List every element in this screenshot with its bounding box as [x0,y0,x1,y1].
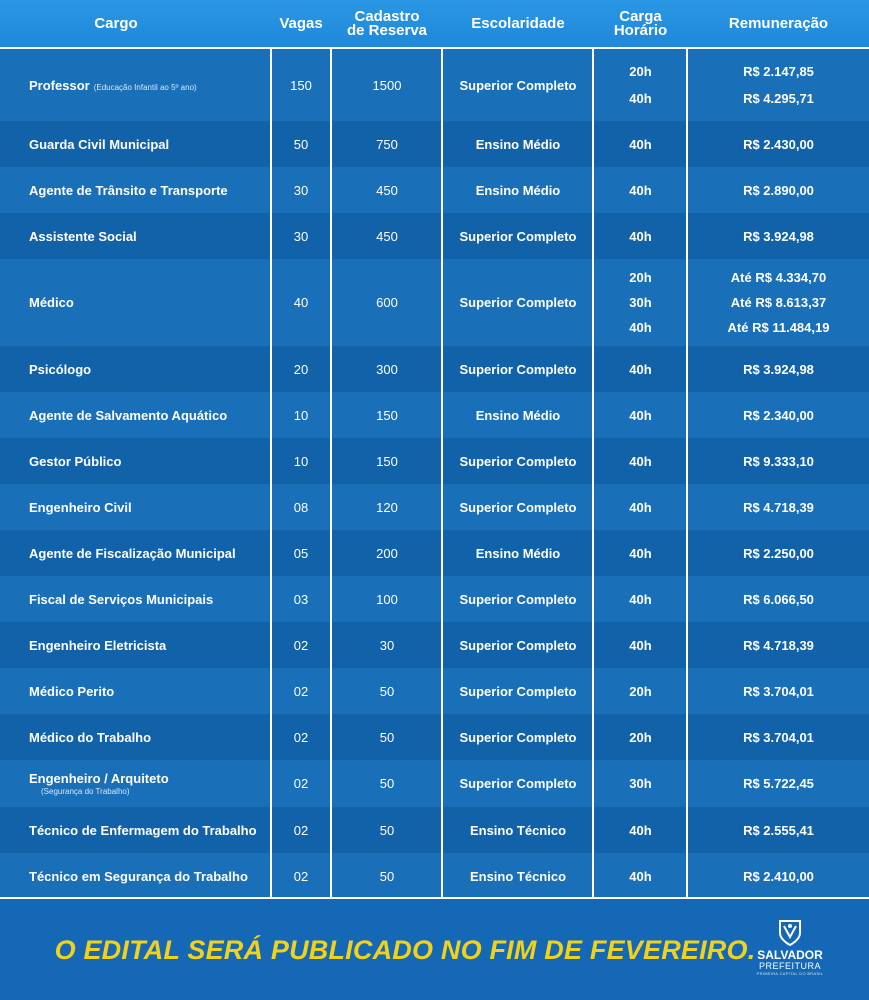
cargo-name: Professor [29,77,90,93]
cargo-line [29,408,227,423]
remuneracao-cell [688,167,869,213]
escolaridade-cell: Ensino Técnico [469,822,567,838]
cargo-line [29,730,151,745]
table-row [0,530,869,576]
remuneracao-cell [688,760,869,807]
cadastro-cell: 1500 [372,77,402,93]
remuneracao-value: Até R$ 11.484,19 [727,320,830,335]
remuneracao-value: R$ 4.295,71 [743,91,814,106]
remuneracao-value: R$ 3.704,01 [743,729,814,745]
remuneracao-value: Até R$ 8.613,37 [730,295,827,310]
vagas-cell: 02 [293,729,309,745]
cargo-line [29,771,169,786]
logo-line1: SALVADOR [757,948,823,962]
escolaridade-cell: Superior Completo [459,591,577,607]
carga-value: 20h [629,729,652,745]
escolaridade-cell: Ensino Médio [475,136,561,152]
remuneracao-cell [688,576,869,622]
table-row [0,167,869,213]
escolaridade-cell: Superior Completo [459,228,577,244]
table-row [0,760,869,807]
carga-cell [594,576,687,622]
table-row [0,622,869,668]
table-row [0,121,869,167]
cargo-subnote: (Segurança do Trabalho) [41,787,130,796]
cargo-cell [29,121,271,167]
cargo-cell [29,49,271,121]
remuneracao-cell [688,530,869,576]
vagas-cell: 02 [293,637,309,653]
vagas-cell: 30 [293,182,309,198]
city-crest-icon [775,917,805,947]
table-row [0,807,869,853]
carga-value: 40h [629,182,652,198]
remuneracao-value: R$ 6.066,50 [743,591,814,607]
table-row [0,714,869,760]
remuneracao-value: R$ 2.410,00 [743,868,814,884]
remuneracao-value: R$ 2.555,41 [743,822,814,838]
logo-line2: PREFEITURA [758,961,821,971]
cargo-cell [29,853,271,899]
escolaridade-cell: Ensino Médio [475,182,561,198]
carga-cell [594,622,687,668]
table-header [0,0,869,49]
table-row [0,392,869,438]
carga-value: 20h [629,270,652,285]
carga-value: 40h [629,407,652,423]
cargo-name: Engenheiro / Arquiteto [29,771,169,786]
carga-value: 40h [629,320,652,335]
carga-value: 40h [629,361,652,377]
carga-value: 40h [629,136,652,152]
cargo-name: Médico Perito [29,683,115,699]
carga-cell [594,714,687,760]
vagas-cell: 08 [293,499,309,515]
cargo-line [29,869,248,884]
cargo-cell [29,438,271,484]
carga-value: 40h [629,591,652,607]
escolaridade-cell: Superior Completo [459,77,577,93]
cargo-line [29,500,132,515]
vagas-cell: 150 [290,77,312,93]
column-divider [686,47,688,898]
carga-cell [594,807,687,853]
escolaridade-cell: Superior Completo [459,361,577,377]
carga-cell [594,121,687,167]
cadastro-cell: 30 [379,637,395,653]
carga-value: 30h [629,295,652,310]
cargo-cell [29,484,271,530]
cargo-name: Agente de Fiscalização Municipal [29,545,236,561]
cargo-name: Guarda Civil Municipal [29,136,170,152]
cadastro-cell: 50 [379,868,395,884]
cargo-name: Agente de Salvamento Aquático [29,407,228,423]
cadastro-cell: 50 [379,822,395,838]
header-carga [594,0,687,47]
carga-value: 40h [629,499,652,515]
cargo-cell [29,392,271,438]
escolaridade-cell: Superior Completo [459,499,577,515]
remuneracao-value: R$ 2.890,00 [743,182,814,198]
cargo-cell [29,760,271,807]
table-row [0,668,869,714]
cargo-line [29,638,166,653]
remuneracao-value: R$ 2.340,00 [743,407,814,423]
cargo-name: Fiscal de Serviços Municipais [29,591,214,607]
carga-value: 40h [629,228,652,244]
cargo-cell [29,259,271,346]
escolaridade-cell: Superior Completo [459,295,577,310]
escolaridade-cell: Ensino Médio [475,545,561,561]
cargo-line [29,454,121,469]
carga-cell [594,213,687,259]
remuneracao-cell [688,392,869,438]
remuneracao-cell [688,714,869,760]
carga-value: 20h [629,683,652,699]
cargo-cell [29,714,271,760]
header-cargo [0,0,232,47]
remuneracao-cell [688,853,869,899]
remuneracao-value: R$ 3.924,98 [743,361,814,377]
cargo-line [29,229,137,244]
vagas-cell: 30 [293,228,309,244]
carga-value: 40h [629,868,652,884]
remuneracao-value: R$ 2.147,85 [743,64,814,79]
remuneracao-cell [688,213,869,259]
cadastro-cell: 750 [376,136,398,152]
remuneracao-value: R$ 4.718,39 [743,499,814,515]
remuneracao-cell [688,807,869,853]
cargo-line [29,684,114,699]
header-cadastro-line2: de Reserva [346,21,428,39]
vagas-cell: 20 [293,361,309,377]
remuneracao-cell [688,346,869,392]
cargo-name: Psicólogo [29,361,92,377]
header-cargo-label: Cargo [94,14,138,32]
logo-line3: PRIMEIRA CAPITAL DO BRASIL [756,971,824,976]
cargo-line [29,823,257,838]
carga-value: 40h [629,822,652,838]
header-remuneracao-label: Remuneração [728,14,829,32]
cargo-cell [29,213,271,259]
remuneracao-value: R$ 2.250,00 [743,545,814,561]
column-divider [592,47,594,898]
header-vagas [272,0,330,47]
vagas-cell: 02 [293,776,309,791]
header-escolaridade-label: Escolaridade [471,14,565,32]
remuneracao-value: R$ 9.333,10 [743,453,814,469]
cadastro-cell: 150 [376,407,398,423]
header-escolaridade [443,0,593,47]
cargo-cell [29,346,271,392]
cargo-line [29,546,236,561]
carga-cell [594,392,687,438]
header-carga-line1: Carga [619,7,662,25]
cadastro-cell: 100 [376,591,398,607]
remuneracao-value: R$ 3.704,01 [743,683,814,699]
remuneracao-cell [688,121,869,167]
footer-message: O EDITAL SERÁ PUBLICADO NO FIM DE FEVEREIRO. [54,935,756,965]
remuneracao-cell [688,49,869,121]
escolaridade-cell: Superior Completo [459,637,577,653]
cargo-cell [29,167,271,213]
escolaridade-cell: Superior Completo [459,683,577,699]
vagas-cell: 05 [293,545,309,561]
table-row [0,853,869,899]
cadastro-cell: 150 [376,453,398,469]
carga-cell [594,259,687,346]
cargo-cell [29,668,271,714]
escolaridade-cell: Superior Completo [459,776,577,791]
vagas-cell: 10 [293,407,309,423]
header-vagas-label: Vagas [279,14,323,32]
carga-cell [594,853,687,899]
carga-value: 20h [629,64,652,79]
remuneracao-value: Até R$ 4.334,70 [730,270,827,285]
cadastro-cell: 450 [376,182,398,198]
escolaridade-cell: Ensino Técnico [469,868,567,884]
cadastro-cell: 50 [379,776,395,791]
cargo-line [29,183,228,198]
escolaridade-cell: Superior Completo [459,729,577,745]
cargo-name: Assistente Social [29,228,137,244]
carga-value: 40h [629,453,652,469]
remuneracao-value: R$ 5.722,45 [743,776,814,791]
cargo-line [29,362,91,377]
vagas-cell: 02 [293,683,309,699]
escolaridade-cell: Superior Completo [459,453,577,469]
table-row [0,49,869,121]
header-cadastro [332,0,442,47]
cargo-line [29,295,74,310]
table-row [0,576,869,622]
cadastro-cell: 450 [376,228,398,244]
cadastro-cell: 300 [376,361,398,377]
vagas-cell: 50 [293,136,309,152]
cadastro-cell: 50 [379,729,395,745]
table-row [0,213,869,259]
cargo-cell [29,576,271,622]
carga-cell [594,167,687,213]
cargo-cell [29,530,271,576]
carga-cell [594,484,687,530]
table-row [0,259,869,346]
remuneracao-cell [688,484,869,530]
carga-value: 40h [629,545,652,561]
cadastro-cell: 600 [376,295,398,310]
cargo-name: Engenheiro Civil [29,499,132,515]
footer [0,899,869,1000]
cargo-cell [29,807,271,853]
table-body [0,49,869,899]
cargo-name: Agente de Trânsito e Transporte [29,182,228,198]
cargo-name: Médico do Trabalho [29,729,152,745]
cargo-line [29,592,213,607]
escolaridade-cell: Ensino Médio [475,407,561,423]
cargo-cell [29,622,271,668]
carga-cell [594,438,687,484]
column-divider [270,47,272,898]
remuneracao-value: R$ 2.430,00 [743,136,814,152]
carga-cell [594,668,687,714]
remuneracao-cell [688,438,869,484]
header-carga-line2: Horário [613,21,668,39]
cargo-name: Técnico em Segurança do Trabalho [29,868,248,884]
cargo-line [29,78,197,93]
carga-cell [594,346,687,392]
cargo-line [29,137,169,152]
cargo-note: (Educação Infantil ao 5º ano) [93,82,197,92]
cargo-name: Engenheiro Eletricista [29,637,167,653]
carga-value: 40h [629,91,652,106]
table-row [0,438,869,484]
cadastro-cell: 50 [379,683,395,699]
carga-cell [594,49,687,121]
remuneracao-cell [688,259,869,346]
column-divider [441,47,443,898]
remuneracao-value: R$ 3.924,98 [743,228,814,244]
header-cadastro-line1: Cadastro [354,7,420,25]
vagas-cell: 10 [293,453,309,469]
vagas-cell: 03 [293,591,309,607]
remuneracao-cell [688,622,869,668]
column-divider [330,47,332,898]
cadastro-cell: 120 [376,499,398,515]
cadastro-cell: 200 [376,545,398,561]
carga-value: 30h [629,776,652,791]
carga-cell [594,760,687,807]
vagas-cell: 40 [293,295,309,310]
cargo-name: Gestor Público [29,453,122,469]
header-remuneracao [688,0,869,47]
remuneracao-value: R$ 4.718,39 [743,637,814,653]
table-row [0,484,869,530]
carga-value: 40h [629,637,652,653]
salvador-logo [752,917,828,987]
cargo-name: Técnico de Enfermagem do Trabalho [29,822,257,838]
cargo-name: Médico [29,295,74,310]
vagas-cell: 02 [293,868,309,884]
vagas-cell: 02 [293,822,309,838]
carga-cell [594,530,687,576]
table-row [0,346,869,392]
remuneracao-cell [688,668,869,714]
